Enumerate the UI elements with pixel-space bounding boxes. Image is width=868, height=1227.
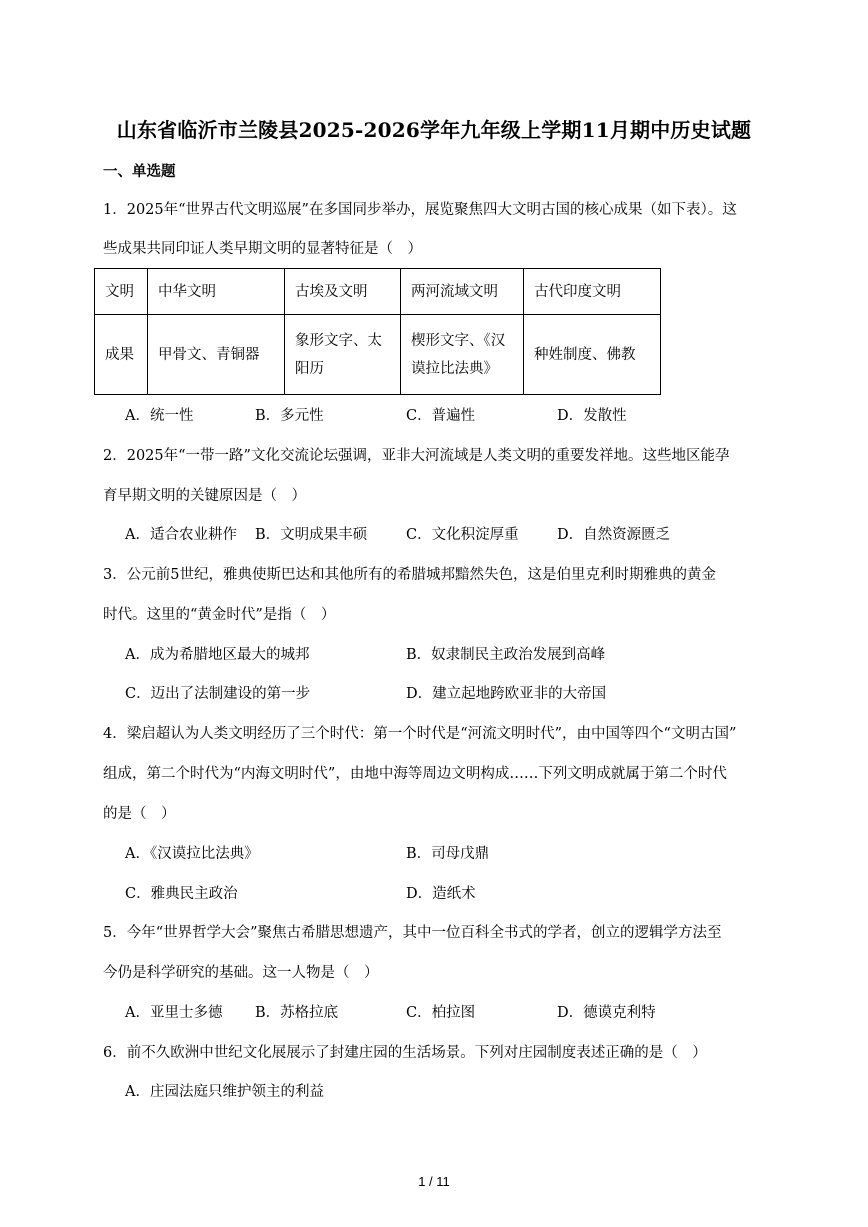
table-header-cell: 古代印度文明	[524, 269, 661, 315]
q5-option-d[interactable]: D．德谟克利特	[557, 1005, 656, 1021]
question-3-stem-line-2: 时代。这里的“黄金时代”是指（ ）	[103, 607, 336, 623]
q4-option-d[interactable]: D．造纸术	[406, 886, 476, 902]
table-cell: 楔形文字、《汉谟拉比法典》	[401, 315, 524, 395]
table-header-cell: 古埃及文明	[285, 269, 401, 315]
question-2-stem-line-1: 2．2025年“一带一路”文化交流论坛强调，亚非大河流域是人类文明的重要发祥地。这些地区能孕	[103, 448, 730, 464]
question-4-stem-line-3: 的是（ ）	[103, 806, 176, 822]
q5-option-a[interactable]: A．亚里士多德	[125, 1005, 223, 1021]
question-1-stem-line-2: 些成果共同印证人类早期文明的显著特征是（ ）	[103, 241, 422, 257]
q2-option-b[interactable]: B．文明成果丰硕	[255, 527, 368, 543]
table-header-cell: 两河流域文明	[401, 269, 524, 315]
q3-option-d[interactable]: D．建立起地跨欧亚非的大帝国	[406, 686, 607, 702]
table-row-label: 成果	[95, 315, 148, 395]
q2-option-d[interactable]: D．自然资源匮乏	[557, 527, 671, 543]
question-5-stem-line-2: 今仍是科学研究的基础。这一人物是（ ）	[103, 965, 379, 981]
question-1-stem-line-1: 1．2025年“世界古代文明巡展”在多国同步举办，展览聚焦四大文明古国的核心成果（如下表）。这	[103, 202, 737, 218]
q1-option-d[interactable]: D．发散性	[557, 408, 627, 424]
q3-option-c[interactable]: C．迈出了法制建设的第一步	[125, 686, 311, 702]
q1-option-a[interactable]: A．统一性	[125, 408, 194, 424]
q6-option-a[interactable]: A．庄园法庭只维护领主的利益	[125, 1084, 324, 1100]
question-4-stem-line-2: 组成，第二个时代为“内海文明时代”，由地中海等周边文明构成……下列文明成就属于第二个时代	[103, 766, 727, 782]
table-row	[95, 315, 661, 395]
civilization-table	[94, 268, 661, 395]
question-3-stem-line-1: 3．公元前5世纪，雅典使斯巴达和其他所有的希腊城邦黯然失色，这是伯里克利时期雅典的黄金	[103, 567, 716, 583]
q2-option-a[interactable]: A．适合农业耕作	[125, 527, 237, 543]
question-4-stem-line-1: 4．梁启超认为人类文明经历了三个时代：第一个时代是“河流文明时代”，由中国等四个“文明古国”	[103, 726, 737, 742]
q4-option-b[interactable]: B．司母戊鼎	[406, 846, 490, 862]
q4-option-a[interactable]: A．《汉谟拉比法典》	[125, 846, 259, 862]
question-2-stem-line-2: 育早期文明的关键原因是（ ）	[103, 488, 306, 504]
q3-option-b[interactable]: B．奴隶制民主政治发展到高峰	[406, 647, 606, 663]
table-header-row	[95, 269, 661, 315]
section-heading: 一、单选题	[103, 163, 176, 180]
q1-option-c[interactable]: C．普遍性	[406, 408, 476, 424]
q1-option-b[interactable]: B．多元性	[255, 408, 324, 424]
q4-option-c[interactable]: C．雅典民主政治	[125, 886, 238, 902]
q5-option-b[interactable]: B．苏格拉底	[255, 1005, 339, 1021]
page-title: 山东省临沂市兰陵县2025-2026学年九年级上学期11月期中历史试题	[116, 118, 752, 142]
table-cell: 象形文字、太阳历	[285, 315, 401, 395]
table-header-cell: 中华文明	[148, 269, 285, 315]
page-number: 1 / 11	[418, 1174, 450, 1189]
q2-option-c[interactable]: C．文化积淀厚重	[406, 527, 519, 543]
q5-option-c[interactable]: C．柏拉图	[406, 1005, 476, 1021]
table-header-cell: 文明	[95, 269, 148, 315]
question-6-stem-line-1: 6．前不久欧洲中世纪文化展展示了封建庄园的生活场景。下列对庄园制度表述正确的是（ ）	[103, 1045, 707, 1061]
table-cell: 甲骨文、青铜器	[148, 315, 285, 395]
q3-option-a[interactable]: A．成为希腊地区最大的城邦	[125, 647, 310, 663]
question-5-stem-line-1: 5．今年“世界哲学大会”聚焦古希腊思想遗产，其中一位百科全书式的学者，创立的逻辑学方法至	[103, 925, 722, 941]
table-cell: 种姓制度、佛教	[524, 315, 661, 395]
